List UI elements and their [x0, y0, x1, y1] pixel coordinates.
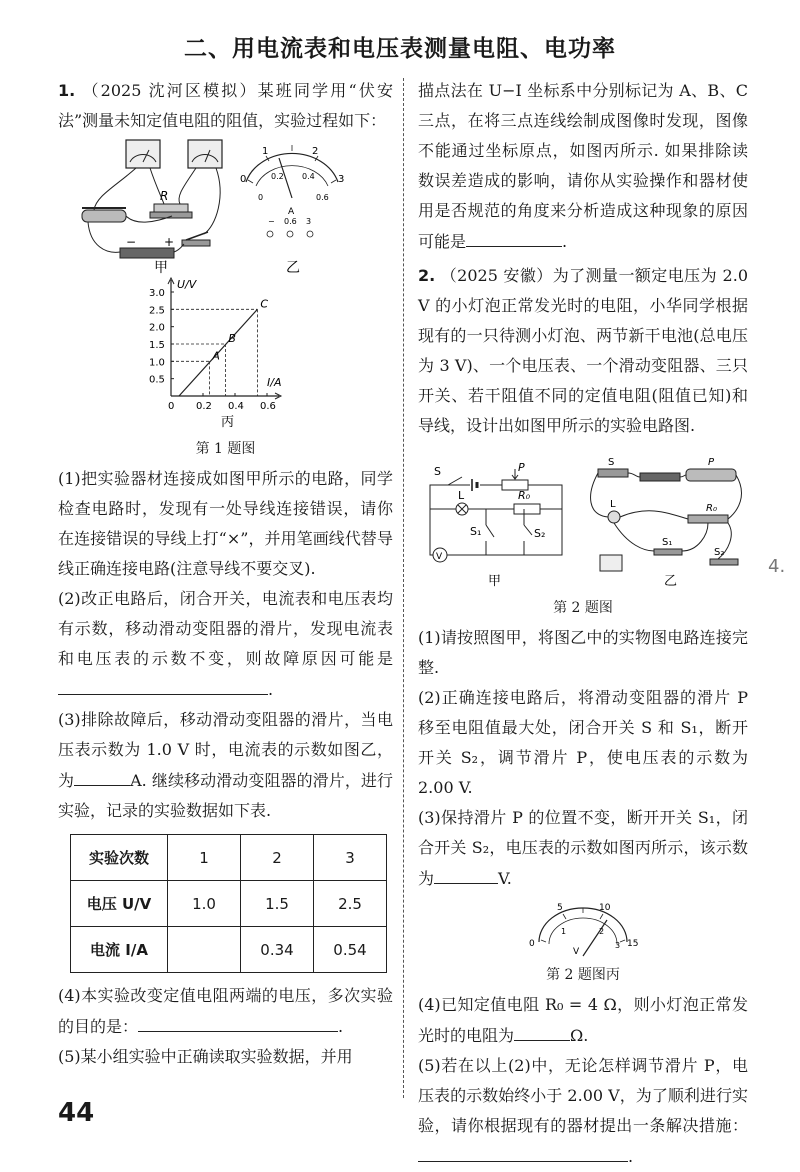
dial-outer-2: 2 [311, 146, 318, 157]
schematic-r0-label: R₀ [518, 489, 531, 502]
dial-inner-0: 0 [257, 193, 263, 202]
q2-number: 2. [418, 266, 436, 285]
apparatus-s-label: S [608, 457, 615, 468]
q1-intro [58, 76, 393, 136]
y-tick-label: 0.5 [148, 374, 165, 386]
q2-part3-answer-blank[interactable] [434, 863, 498, 884]
q1-part4-text: (4)本实验改变定值电阻两端的电压，多次实验的目的是： [58, 986, 393, 1036]
schematic-s-label: S [434, 465, 441, 478]
switch-device-icon [182, 232, 210, 246]
q2-fig-jia-yi [418, 455, 748, 595]
q2-intro-text: （2025 安徽）为了测量一额定电压为 2.0 V 的小灯泡正常发光时的电阻，小华同学根据现有的一只待测小灯泡、两节新干电池(总电压为 3 V)、一个电压表、一个滑动变阻器、三只开关、若干阻值不同的定值电阻(阻值已知)和导线，设计出如图甲所示的实验电路图. [418, 266, 748, 435]
q1-part3 [58, 705, 393, 826]
edge-mark: 4. [768, 556, 786, 577]
q2-part3-text-cont: V. [498, 869, 512, 888]
table-cell: 1.0 [168, 881, 241, 927]
table-cell: 实验次数 [71, 835, 168, 881]
q2-meter-caption: 第 2 题图丙 [546, 967, 620, 983]
switch-s1-device-icon [654, 549, 682, 555]
fig-jia-label: 甲 [153, 260, 168, 276]
schematic-s1-icon [486, 509, 494, 555]
q2-part5-answer-blank[interactable] [418, 1141, 628, 1162]
q1-number: 1. [58, 81, 76, 100]
voltmeter-needle [583, 920, 607, 956]
q2-part5: (5)若在以上(2)中，无论怎样调节滑片 P，电压表的示数始终小于 2.00 V，为了顺利进行实验，请你根据现有的器材提出一条解决措施：. [418, 1056, 748, 1166]
vdial-outer-0: 0 [529, 939, 535, 949]
table-cell: 2 [241, 835, 314, 881]
q1-part2-text: (2)改正电路后，闭合开关，电流表和电压表均有示数，移动滑动变阻器的滑片，发现电流表和电压表的示数不变，则故障原因可能是 [58, 589, 393, 668]
vdial-inner-3: 3 [615, 941, 621, 950]
dial-inner-06: 0.6 [315, 193, 329, 202]
table-cell: 3 [314, 835, 387, 881]
vdial-inner-2: 2 [599, 927, 605, 936]
schematic-v-label: V [436, 552, 443, 562]
schematic-r0-icon [514, 504, 540, 514]
table-cell: 1 [168, 835, 241, 881]
q1-part5-cont: 描点法在 U−I 坐标系中分别标记为 A、B、C 三点，在将三点连线绘制成图像时发现，图像不能通过坐标原点，如图丙所示. 如果排除读数误差造成的影响，请你从实验操作和器材使用是否规范的角度来分析造成这种现象的原因可能是 . [418, 81, 748, 251]
y-tick-label: 2.5 [148, 305, 165, 317]
chart-xlabel: I/A [266, 376, 281, 389]
dial-unit: A [287, 207, 294, 217]
q2-figure-caption: 第 2 题图 [553, 600, 613, 616]
y-tick-label: 1.5 [148, 340, 165, 351]
right-column [418, 76, 748, 1172]
schematic-l-label: L [458, 489, 465, 502]
x-tick-label: 0.4 [227, 401, 244, 412]
table-cell: 电压 U/V [71, 881, 168, 927]
vdial-outer-15: 15 [627, 939, 639, 949]
q1-intro-text: （2025 沈河区模拟）某班同学用“伏安法”测量未知定值电阻的阻值，实验过程如下： [58, 81, 393, 130]
switch-s-device-icon [598, 469, 628, 477]
column-divider [403, 78, 404, 1098]
table-row [71, 881, 387, 927]
y-tick-label: 2.0 [148, 322, 165, 334]
battery-minus-label: − [125, 235, 136, 249]
battery-plus-label: + [163, 235, 174, 249]
q2-part3-text: (3)保持滑片 P 的位置不变，断开开关 S₁，闭合开关 S₂，电压表的示数如图丙所示，该示数为 [418, 808, 748, 888]
schematic-s1-label: S₁ [470, 525, 482, 538]
x-tick-label: 0.2 [195, 401, 212, 412]
dial-terminal-3: 3 [305, 217, 311, 226]
resistor-label: R [159, 189, 168, 203]
schematic-wires [430, 485, 562, 555]
schematic-lamp-icon [456, 503, 468, 515]
battery-device-icon [120, 248, 174, 258]
vdial-outer-5: 5 [557, 903, 563, 913]
chart-marks [149, 288, 276, 412]
apparatus-r0-label: R₀ [706, 503, 717, 514]
dial-inner-04: 0.4 [301, 172, 315, 181]
q1-part5-cont-text: 描点法在 U−I 坐标系中分别标记为 A、B、C 三点，在将三点连线绘制成图像时发现，图像不能通过坐标原点，如图丙所示. 如果排除读数误差造成的影响，请你从实验操作和器材使用是否规范的角度来分析造成这种现象的原因可能是 [418, 81, 748, 251]
q1-part4: (4)本实验改变定值电阻两端的电压，多次实验的目的是： . [58, 986, 393, 1036]
q2-fig-yi-label: 乙 [664, 574, 678, 589]
apparatus-p-label: P [708, 457, 715, 468]
q2-intro [418, 261, 748, 441]
ammeter-device-icon [188, 140, 222, 168]
table-cell: 1.5 [241, 881, 314, 927]
chart-title: 丙 [220, 415, 234, 430]
q2-part1: (1)请按照图甲，将图乙中的实物图电路连接完整. [418, 628, 748, 677]
q1-figure-caption: 第 1 题图 [195, 441, 256, 457]
point-label-b: B [227, 332, 236, 345]
q2-part4 [418, 990, 748, 1051]
vdial-outer-10: 10 [599, 903, 611, 913]
dial-outer-3: 3 [337, 174, 344, 185]
rheostat-device-icon [82, 208, 126, 222]
rheostat-device-icon [686, 469, 736, 481]
voltmeter-device-icon [126, 140, 160, 168]
q1-part3-answer-blank[interactable] [74, 765, 130, 786]
apparatus-s1-label: S₁ [662, 537, 673, 548]
battery-device-icon [640, 473, 680, 481]
ammeter-dial [246, 145, 338, 198]
q2-part5-text: (5)若在以上(2)中，无论怎样调节滑片 P，电压表的示数始终小于 2.00 V，为了顺利进行实验，请你根据现有的器材提出一条解决措施： [418, 1056, 748, 1135]
q1-ui-chart [141, 276, 311, 436]
lamp-device-icon [608, 511, 620, 523]
table-cell: 0.34 [241, 927, 314, 973]
point-label-c: C [259, 297, 268, 311]
r0-device-icon [688, 515, 728, 523]
schematic-p-label: P [518, 461, 525, 474]
q1-part5: (5)某小组实验中正确读取实验数据，并用 [58, 1047, 353, 1066]
q1-fig-jia-yi [76, 136, 376, 276]
apparatus-s2-label: S₂ [714, 547, 725, 558]
q2-part3 [418, 803, 748, 894]
table-cell-answer[interactable] [168, 927, 241, 973]
q2-part4-text: (4)已知定值电阻 R₀ = 4 Ω，则小灯泡正常发光时的电阻为 [418, 995, 748, 1045]
q2-part4-answer-blank[interactable] [514, 1020, 570, 1041]
left-column [58, 76, 393, 1072]
table-row [71, 927, 387, 973]
voltmeter-device-icon [600, 555, 622, 571]
y-tick-label: 3.0 [148, 288, 165, 299]
dial-terminal-minus: − [267, 217, 275, 226]
x-tick-label: 0.6 [259, 401, 276, 412]
q1-data-table [70, 834, 387, 973]
section-title: 二、用电流表和电压表测量电阻、电功率 [184, 36, 616, 62]
table-cell: 电流 I/A [71, 927, 168, 973]
vdial-inner-1: 1 [561, 927, 567, 936]
q1-part4-answer-blank[interactable] [138, 1011, 338, 1032]
switch-s2-device-icon [710, 559, 738, 565]
y-tick-label: 1.0 [148, 357, 165, 369]
dial-outer-1: 1 [261, 146, 268, 157]
page-number: 44 [58, 1098, 95, 1128]
schematic-s2-icon [524, 509, 532, 555]
q1-part5-answer-blank[interactable] [466, 226, 562, 247]
q1-part1: (1)把实验器材连接成如图甲所示的电路，同学检查电路时，发现有一处导线连接错误，请你在连接错误的导线上打“×”，并用笔画线代替导线正确连接电路(注意导线不要交叉). [58, 469, 393, 578]
dial-terminal-06: 0.6 [283, 217, 297, 226]
q1-part2: (2)改正电路后，闭合开关，电流表和电压表均有示数，移动滑动变阻器的滑片，发现电流表和电压表的示数不变，则故障原因可能是. [58, 589, 393, 699]
x-tick-label: 0 [167, 401, 174, 412]
chart-ylabel: U/V [176, 278, 196, 291]
table-row [71, 835, 387, 881]
fig-yi-label: 乙 [285, 260, 300, 276]
schematic-s2-label: S₂ [534, 527, 546, 540]
q2-fig-jia-label: 甲 [488, 574, 502, 589]
table-cell: 2.5 [314, 881, 387, 927]
dial-terminal-icons [267, 231, 313, 237]
table-cell: 0.54 [314, 927, 387, 973]
q1-part3-text: (3)排除故障后，移动滑动变阻器的滑片，当电压表示数为 1.0 V 时，电流表的示数如图乙，为 [58, 710, 393, 790]
dial-inner-02: 0.2 [270, 172, 284, 181]
dial-outer-0: 0 [239, 174, 246, 185]
q1-part2-answer-blank[interactable] [58, 674, 268, 695]
point-label-a: A [211, 349, 220, 363]
q2-part2: (2)正确连接电路后，将滑动变阻器的滑片 P 移至电阻值最大处，闭合开关 S 和 S₁，断开开关 S₂，调节滑片 P，使电压表的示数为 2.00 V. [418, 688, 748, 797]
q1-part3-text-cont: A. 继续移动滑动变阻器的滑片，进行实验，记录的实验数据如下表. [58, 771, 393, 820]
q2-part4-text-cont: Ω. [570, 1026, 589, 1045]
vdial-unit: V [573, 947, 580, 957]
apparatus-l-label: L [610, 499, 616, 510]
q2-voltmeter-dial [523, 898, 643, 962]
